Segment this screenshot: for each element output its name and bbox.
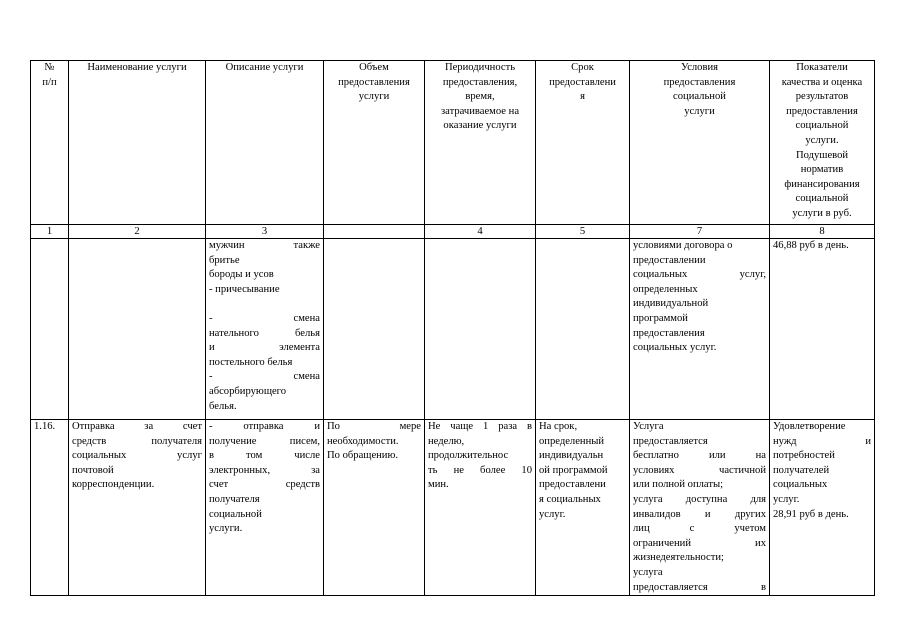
cell-description: мужчин также бритье бороды и усов - причесывание - смена нательного белья и элемента постельного белья - смена абсорбирующего белья.	[206, 239, 324, 420]
cell-num-empty	[31, 239, 69, 420]
cell-conditions: Услуга предоставляется бесплатно или на условиях частичной или полной оплаты; услуга доступна для инвалидов и других лиц с учетом ограничений их жизнедеятельности; услуга предоставляется в	[630, 420, 770, 596]
header-num: № п/п	[31, 61, 69, 225]
cell-term: На срок, определенный индивидуальн ой программой предоставлени я социальных услуг.	[536, 420, 630, 596]
column-number	[324, 225, 425, 239]
header-term: Срок предоставлени я	[536, 61, 630, 225]
cell-volume: По мере необходимости. По обращению.	[324, 420, 425, 596]
column-number: 2	[69, 225, 206, 239]
cell-conditions: условиями договора о предоставлении социальных услуг, определенных индивидуальной программой предоставления социальных услуг.	[630, 239, 770, 420]
cell-term-empty	[536, 239, 630, 420]
table-row-1-16	[31, 420, 875, 596]
header-frequency: Периодичность предоставления, время, затрачиваемое на оказание услуги	[425, 61, 536, 225]
column-number: 1	[31, 225, 69, 239]
cell-frequency: Не чаще 1 раза в неделю, продолжительнос ть не более 10 мин.	[425, 420, 536, 596]
header-conditions: Условия предоставления социальной услуги	[630, 61, 770, 225]
column-number: 3	[206, 225, 324, 239]
header-indicators: Показатели качества и оценка результатов предоставления социальной услуги. Подушевой норматив финансирования социальной услуги в руб.	[770, 61, 875, 225]
column-number-row	[31, 225, 875, 239]
cell-name: Отправка за счет средств получателя социальных услуг почтовой корреспонденции.	[69, 420, 206, 596]
cell-num: 1.16.	[31, 420, 69, 596]
cell-volume-empty	[324, 239, 425, 420]
column-number: 4	[425, 225, 536, 239]
header-service-name: Наименование услуги	[69, 61, 206, 225]
column-number: 8	[770, 225, 875, 239]
social-services-table	[30, 60, 875, 596]
header-row	[31, 61, 875, 225]
column-number: 5	[536, 225, 630, 239]
cell-description: - отправка и получение писем, в том числе электронных, за счет средств получателя социальной услуги.	[206, 420, 324, 596]
cell-indicators: 46,88 руб в день.	[770, 239, 875, 420]
header-service-description: Описание услуги	[206, 61, 324, 225]
column-number: 7	[630, 225, 770, 239]
cell-frequency-empty	[425, 239, 536, 420]
cell-indicators: Удовлетворение нужд и потребностей получателей социальных услуг. 28,91 руб в день.	[770, 420, 875, 596]
cell-name-empty	[69, 239, 206, 420]
header-volume: Объем предоставления услуги	[324, 61, 425, 225]
table-row-continuation	[31, 239, 875, 420]
